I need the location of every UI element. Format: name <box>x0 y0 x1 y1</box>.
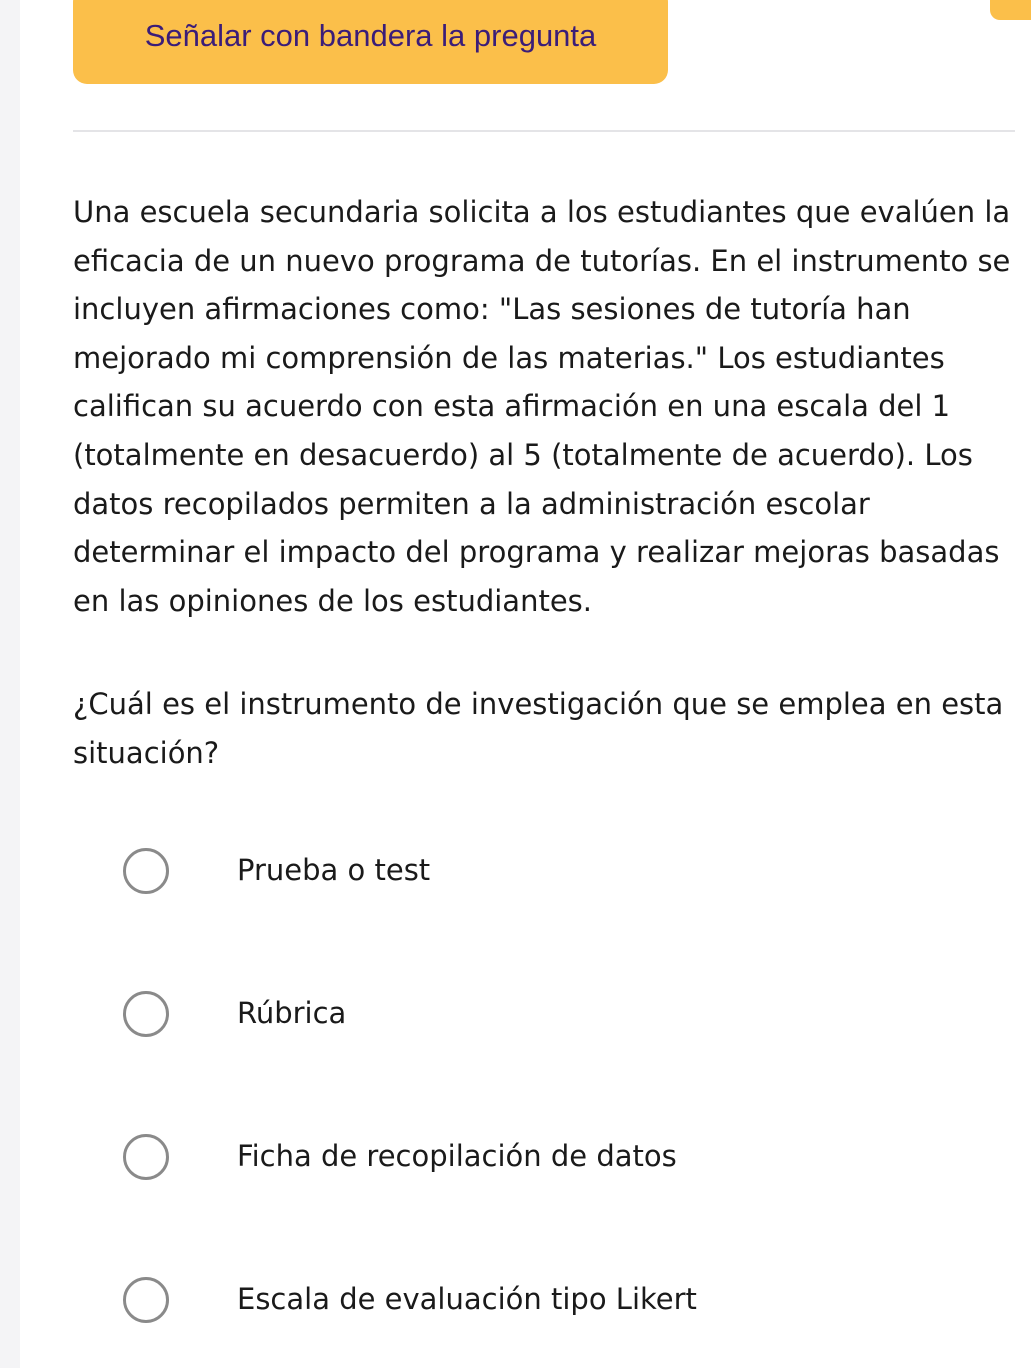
left-gutter <box>0 0 20 1368</box>
question-stem: Una escuela secundaria solicita a los estudiantes que evalúen la eficacia de un nuevo programa de tutorías. En el instrumento se incluyen afirmaciones como: "Las sesiones de tutoría han mejorado mi comprensión de las materias." Los estudiantes califican su acuerdo con esta afirmación en una escala del 1 (totalmente en desacuerdo) al 5 (totalmente de acuerdo). Los datos recopilados permiten a la administración escolar determinar el impacto del programa y realizar mejoras basadas en las opiniones de los estudiantes. <box>73 195 1011 618</box>
answer-option-c[interactable] <box>120 1131 1000 1191</box>
answer-option-label: Rúbrica <box>237 996 347 1030</box>
flag-button-label: Señalar con bandera la pregunta <box>144 18 597 53</box>
flag-question-button[interactable] <box>73 0 668 84</box>
radio-button-icon[interactable] <box>123 1134 169 1180</box>
radio-button-icon[interactable] <box>123 848 169 894</box>
divider <box>73 130 1015 132</box>
answer-option-label: Ficha de recopilación de datos <box>237 1139 677 1173</box>
radio-button-icon[interactable] <box>123 1277 169 1323</box>
corner-tab[interactable] <box>990 0 1031 20</box>
answer-option-label: Prueba o test <box>237 853 431 887</box>
answer-option-d[interactable] <box>120 1274 1000 1334</box>
answer-option-label: Escala de evaluación tipo Likert <box>237 1282 697 1316</box>
answer-option-b[interactable] <box>120 988 1000 1048</box>
answer-option-a[interactable] <box>120 845 1000 905</box>
radio-button-icon[interactable] <box>123 991 169 1037</box>
question-prompt: ¿Cuál es el instrumento de investigación que se emplea en esta situación? <box>73 687 1004 770</box>
